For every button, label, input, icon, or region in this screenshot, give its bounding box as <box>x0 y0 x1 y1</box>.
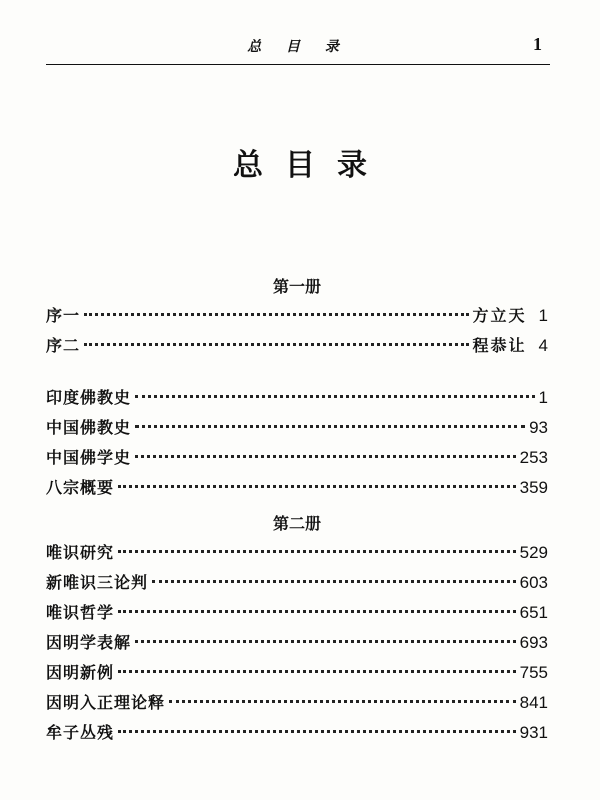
page-number: 1 <box>533 34 542 54</box>
toc-entry-author: 程恭让 <box>472 336 527 355</box>
toc-entry-page: 1 <box>538 306 548 325</box>
toc-entry-title: 唯识哲学 <box>46 603 115 622</box>
toc-entry[interactable] <box>46 630 548 660</box>
dot-leader <box>135 395 535 398</box>
dot-leader <box>118 485 516 488</box>
dot-leader <box>135 425 525 428</box>
dot-leader <box>84 313 469 316</box>
toc-entry-page: 651 <box>519 603 548 622</box>
toc-entry-title: 序二 <box>46 336 81 355</box>
dot-leader <box>118 610 516 613</box>
toc-entry-title: 因明新例 <box>46 663 115 682</box>
volume-heading: 第二册 <box>272 514 321 533</box>
dot-leader <box>152 580 516 583</box>
toc-entry-author: 方立天 <box>472 306 527 325</box>
toc-entry[interactable] <box>46 445 548 475</box>
toc-entry-title: 印度佛教史 <box>46 388 132 407</box>
table-of-contents <box>46 274 548 750</box>
toc-entry-title: 新唯识三论判 <box>46 573 149 592</box>
toc-entry-page: 931 <box>519 723 548 742</box>
dot-leader <box>84 343 469 346</box>
dot-leader <box>169 700 516 703</box>
dot-leader <box>118 730 516 733</box>
toc-entry-title: 因明学表解 <box>46 633 132 652</box>
toc-entry-page: 755 <box>519 663 548 682</box>
toc-entry-title: 八宗概要 <box>46 478 115 497</box>
toc-entry-title: 中国佛教史 <box>46 418 132 437</box>
toc-entry[interactable] <box>46 415 548 445</box>
toc-entry-title: 因明入正理论释 <box>46 693 166 712</box>
toc-entry[interactable] <box>46 660 548 690</box>
toc-entry[interactable] <box>46 600 548 630</box>
toc-entry-page: 359 <box>519 478 548 497</box>
running-title: 总 目 录 <box>247 39 349 55</box>
toc-entry-title: 唯识研究 <box>46 543 115 562</box>
toc-entry-title: 牟子丛残 <box>46 723 115 742</box>
toc-entry[interactable] <box>46 570 548 600</box>
dot-leader <box>135 455 516 458</box>
dot-leader <box>135 640 516 643</box>
toc-entry-page: 529 <box>519 543 548 562</box>
toc-entry[interactable] <box>46 385 548 415</box>
toc-entry-page: 4 <box>538 336 548 355</box>
volume-heading: 第一册 <box>272 277 321 296</box>
toc-entry-page: 693 <box>519 633 548 652</box>
toc-entry-title: 中国佛学史 <box>46 448 132 467</box>
toc-entry[interactable] <box>46 540 548 570</box>
toc-entry-page: 1 <box>538 388 548 407</box>
toc-entry[interactable] <box>46 475 548 505</box>
group-spacer <box>46 363 548 385</box>
toc-entry-title: 序一 <box>46 306 81 325</box>
toc-entry[interactable] <box>46 690 548 720</box>
toc-entry[interactable] <box>46 303 548 333</box>
dot-leader <box>118 670 516 673</box>
toc-entry-page: 603 <box>519 573 548 592</box>
toc-entry-page: 841 <box>519 693 548 712</box>
toc-entry[interactable] <box>46 333 548 363</box>
dot-leader <box>118 550 516 553</box>
toc-entry[interactable] <box>46 720 548 750</box>
running-header <box>46 32 550 65</box>
toc-entry-page: 253 <box>519 448 548 467</box>
page-title: 总目录 <box>233 148 389 183</box>
toc-entry-page: 93 <box>529 418 548 437</box>
